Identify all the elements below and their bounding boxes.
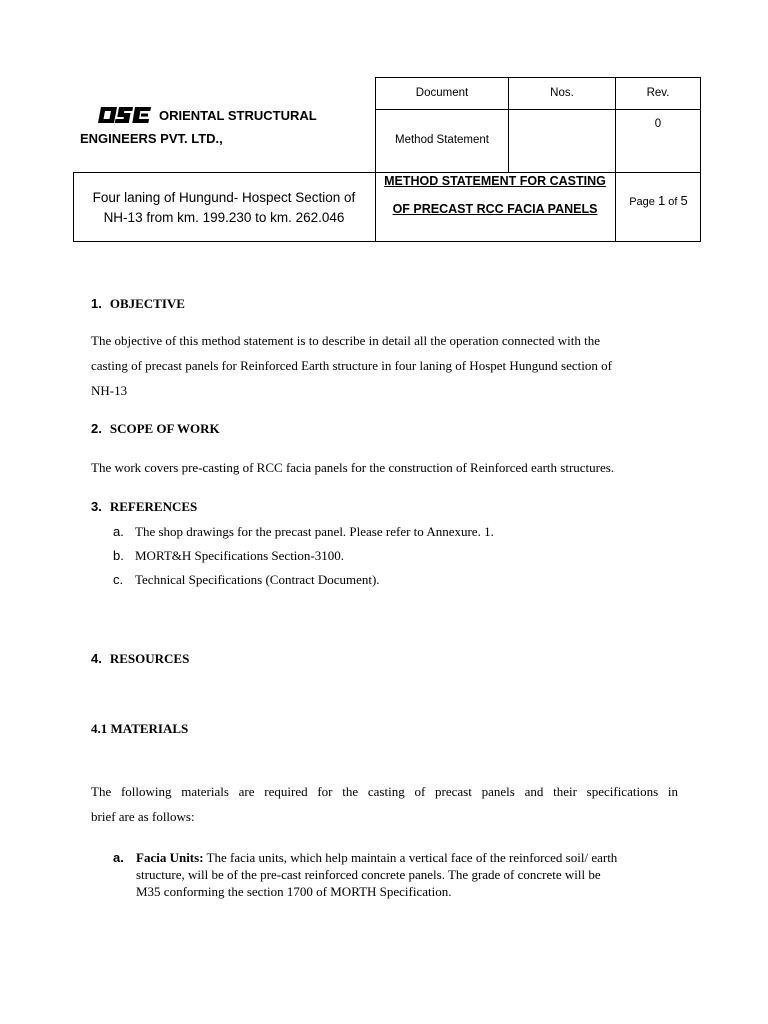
facia-units-item — [113, 849, 679, 900]
section-heading-resources — [91, 651, 189, 667]
list-item-text: The shop drawings for the precast panel. Please refer to Annexure. 1. — [135, 524, 494, 539]
section-number: 2. — [91, 421, 102, 436]
paragraph-line: The objective of this method statement is to describe in detail all the operation connected with the — [91, 333, 601, 348]
company-logo-icon — [95, 104, 153, 126]
facia-line: M35 conforming the section 1700 of MORTH Specification. — [136, 884, 452, 899]
doc-info-box — [375, 77, 701, 242]
section-number: 4. — [91, 651, 102, 666]
section-number: 3. — [91, 499, 102, 514]
paragraph-line: NH-13 — [91, 383, 128, 398]
section-heading-scope — [91, 421, 220, 437]
list-marker: a. — [113, 850, 124, 865]
company-name-line2: ENGINEERS PVT. LTD., — [80, 131, 223, 146]
facia-units-text — [136, 849, 679, 900]
company-logo-row — [95, 104, 317, 126]
page-number: 1 — [657, 193, 666, 208]
col-nos-label: Nos. — [550, 87, 574, 99]
section-title: RESOURCES — [109, 651, 190, 666]
rev-value: 0 — [654, 118, 662, 130]
divider — [615, 77, 616, 242]
document-title-line1: METHOD STATEMENT FOR CASTING — [384, 174, 606, 188]
section-title: OBJECTIVE — [109, 296, 185, 311]
facia-line: The facia units, which help maintain a vertical face of the reinforced soil/ earth — [203, 850, 618, 865]
paragraph-line: casting of precast panels for Reinforced Earth structure in four laning of Hospet Hungund section of — [91, 358, 612, 373]
project-line: NH-13 from km. 199.230 to km. 262.046 — [103, 210, 345, 225]
section-title: SCOPE OF WORK — [109, 421, 220, 436]
divider — [375, 109, 701, 110]
divider — [73, 172, 701, 173]
list-marker: c. — [113, 572, 124, 587]
col-rev-label: Rev. — [646, 87, 670, 99]
company-name-line1: ORIENTAL STRUCTURAL — [159, 107, 317, 123]
objective-paragraph — [91, 328, 678, 403]
section-heading-references — [91, 499, 197, 515]
list-marker: a. — [113, 524, 124, 539]
reference-item — [113, 548, 344, 564]
list-item-text: MORT&H Specifications Section-3100. — [135, 548, 344, 563]
paragraph-line: brief are as follows: — [91, 809, 195, 824]
list-item-text: Technical Specifications (Contract Document). — [135, 572, 380, 587]
project-description — [80, 188, 368, 228]
materials-paragraph — [91, 779, 678, 829]
facia-units-label: Facia Units: — [136, 850, 204, 865]
document-value: Method Statement — [395, 134, 489, 146]
subsection-heading-materials: 4.1 MATERIALS — [91, 721, 189, 736]
project-line: Four laning of Hungund- Hospect Section of — [92, 190, 356, 205]
reference-item — [113, 524, 494, 540]
section-number: 1. — [91, 296, 102, 311]
col-document-label: Document — [415, 87, 469, 99]
page-label: Page — [629, 196, 655, 208]
facia-line: structure, will be of the pre-cast reinforced concrete panels. The grade of concrete will be — [136, 867, 601, 882]
section-title: REFERENCES — [109, 499, 198, 514]
reference-item — [113, 572, 380, 588]
list-marker: b. — [113, 548, 124, 563]
section-heading-objective — [91, 296, 185, 312]
page-indicator — [617, 193, 700, 208]
page-of-label: of — [668, 196, 678, 208]
page-total: 5 — [680, 193, 688, 208]
scope-paragraph: The work covers pre-casting of RCC facia panels for the construction of Reinforced earth structures. — [91, 460, 615, 475]
paragraph-line: The following materials are required for the casting of precast panels and their specifications in — [91, 784, 678, 799]
document-title-line2: OF PRECAST RCC FACIA PANELS — [392, 202, 598, 216]
